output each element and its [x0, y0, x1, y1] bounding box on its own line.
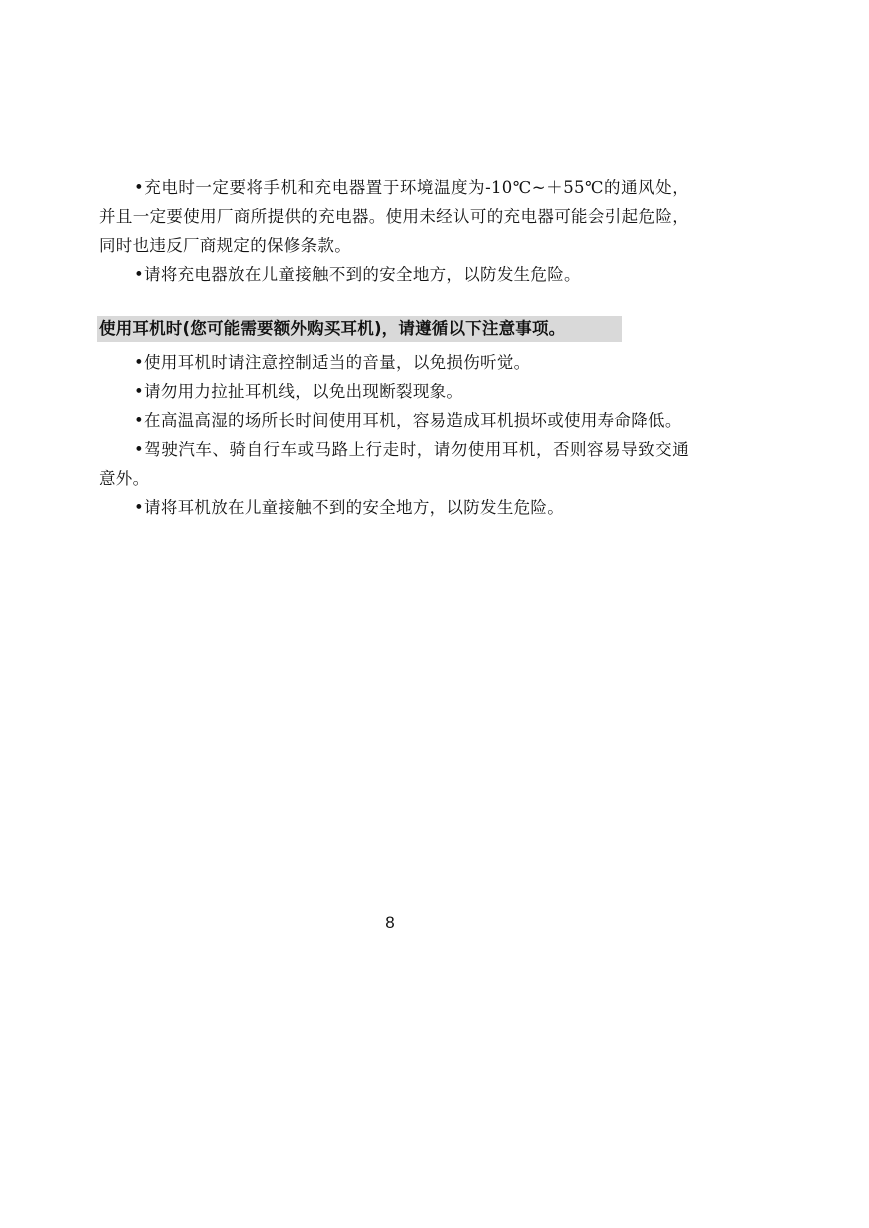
charger-child-safety-note: •请将充电器放在儿童接触不到的安全地方，以防发生危险。 — [134, 265, 581, 284]
charger-temperature-note: •充电时一定要将手机和充电器置于环境温度为-10℃~＋55℃的通风处，并且一定要使用厂商所提供的充电器。使用未经认可的充电器可能会引起危险，同时也违反厂商规定的保修条款。 — [99, 178, 689, 255]
earphone-child-safety-note: •请将耳机放在儿童接触不到的安全地方，以防发生危险。 — [134, 498, 565, 517]
earphone-driving-note: •驾驶汽车、骑自行车或马路上行走时，请勿使用耳机，否则容易导致交通意外。 — [99, 440, 689, 488]
charger-safety-section — [99, 173, 689, 289]
earphone-volume-note: •使用耳机时请注意控制适当的音量，以免损伤听觉。 — [134, 353, 531, 372]
page-number: 8 — [385, 913, 395, 932]
earphone-humidity-note: •在高温高湿的场所长时间使用耳机，容易造成耳机损坏或使用寿命降低。 — [134, 411, 682, 430]
earphone-safety-section — [99, 348, 689, 522]
earphone-section-heading: 使用耳机时(您可能需要额外购买耳机)，请遵循以下注意事项。 — [97, 316, 622, 342]
earphone-cable-note: •请勿用力拉扯耳机线，以免出现断裂现象。 — [134, 382, 464, 401]
